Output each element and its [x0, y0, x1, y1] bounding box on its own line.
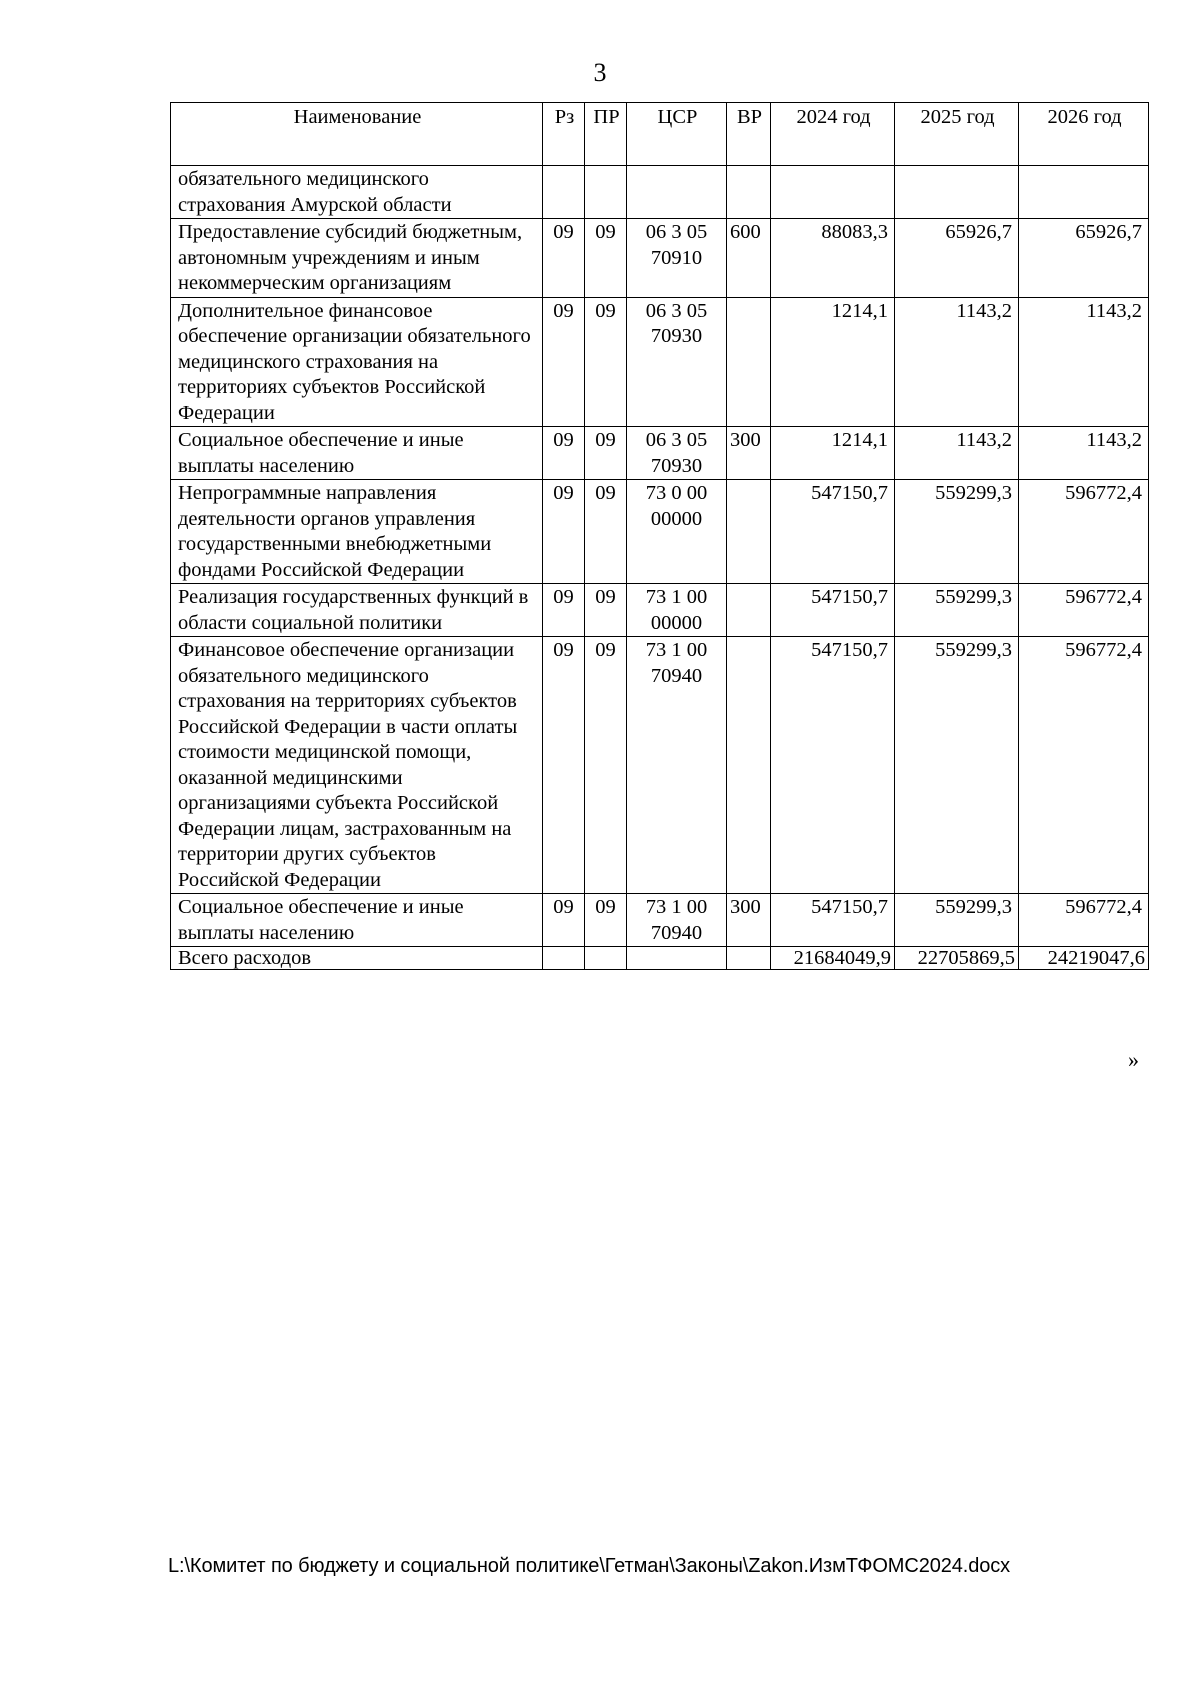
row-2026: 1143,2 [1019, 427, 1149, 480]
row-rz [543, 166, 585, 219]
row-rz: 09 [543, 297, 585, 427]
row-pr: 09 [585, 219, 627, 298]
row-vr [727, 584, 771, 637]
row-vr [727, 637, 771, 894]
row-csr: 73 1 00 70940 [627, 894, 727, 947]
row-name: Предоставление субсидий бюджетным, автономным учреждениям и иным некоммерческим организациям [171, 219, 543, 298]
row-csr [627, 166, 727, 219]
budget-table [170, 102, 1149, 970]
row-2024: 88083,3 [771, 219, 895, 298]
row-2026: 596772,4 [1019, 584, 1149, 637]
row-2026 [1019, 166, 1149, 219]
row-2026: 65926,7 [1019, 219, 1149, 298]
row-name: обязательного медицинского страхования Амурской области [171, 166, 543, 219]
row-2026: 596772,4 [1019, 637, 1149, 894]
row-2025 [895, 166, 1019, 219]
table-row [171, 166, 1149, 219]
row-2024 [771, 166, 895, 219]
header-pr: ПР [585, 103, 627, 166]
row-2025: 1143,2 [895, 427, 1019, 480]
total-rz [543, 947, 585, 970]
total-2026: 24219047,6 [1019, 947, 1149, 970]
row-pr: 09 [585, 427, 627, 480]
row-2024: 547150,7 [771, 480, 895, 584]
row-name: Непрограммные направления деятельности органов управления государственными внебюджетными фондами Российской Федерации [171, 480, 543, 584]
total-row [171, 947, 1149, 970]
header-2025: 2025 год [895, 103, 1019, 166]
total-2024: 21684049,9 [771, 947, 895, 970]
row-2026: 596772,4 [1019, 894, 1149, 947]
header-2024: 2024 год [771, 103, 895, 166]
table-row [171, 637, 1149, 894]
row-vr [727, 297, 771, 427]
row-name: Реализация государственных функций в области социальной политики [171, 584, 543, 637]
row-2025: 559299,3 [895, 584, 1019, 637]
row-csr: 73 1 00 70940 [627, 637, 727, 894]
row-pr: 09 [585, 894, 627, 947]
row-vr: 600 [727, 219, 771, 298]
row-vr [727, 480, 771, 584]
table-row [171, 297, 1149, 427]
row-pr: 09 [585, 637, 627, 894]
page-number: 3 [593, 58, 607, 87]
row-2025: 559299,3 [895, 637, 1019, 894]
row-2025: 1143,2 [895, 297, 1019, 427]
row-rz: 09 [543, 637, 585, 894]
total-vr [727, 947, 771, 970]
row-2024: 1214,1 [771, 297, 895, 427]
row-name: Дополнительное финансовое обеспечение организации обязательного медицинского страхования на территориях субъектов Российской Федерации [171, 297, 543, 427]
row-csr: 06 3 05 70930 [627, 297, 727, 427]
row-2025: 65926,7 [895, 219, 1019, 298]
row-rz: 09 [543, 894, 585, 947]
file-path-footer: L:\Комитет по бюджету и социальной политике\Гетман\Законы\Zakon.ИзмТФОМС2024.docx [168, 1555, 1011, 1577]
row-name: Социальное обеспечение и иные выплаты населению [171, 894, 543, 947]
row-csr: 06 3 05 70930 [627, 427, 727, 480]
row-2025: 559299,3 [895, 480, 1019, 584]
row-name: Социальное обеспечение и иные выплаты населению [171, 427, 543, 480]
table-row [171, 427, 1149, 480]
row-rz: 09 [543, 427, 585, 480]
row-pr: 09 [585, 297, 627, 427]
row-name: Финансовое обеспечение организации обязательного медицинского страхования на территориях субъектов Российской Федерации в части оплаты стоимости медицинской помощи, оказанной медицинскими организациями субъекта Российской Федерации лицам, застрахованным на территории других субъектов Российской Федерации [171, 637, 543, 894]
row-rz: 09 [543, 480, 585, 584]
row-2024: 547150,7 [771, 584, 895, 637]
header-name: Наименование [171, 103, 543, 166]
row-rz: 09 [543, 584, 585, 637]
row-csr: 73 0 00 00000 [627, 480, 727, 584]
row-2024: 1214,1 [771, 427, 895, 480]
row-2026: 1143,2 [1019, 297, 1149, 427]
row-pr: 09 [585, 584, 627, 637]
row-vr: 300 [727, 427, 771, 480]
row-pr: 09 [585, 480, 627, 584]
header-csr: ЦСР [627, 103, 727, 166]
row-vr: 300 [727, 894, 771, 947]
row-rz: 09 [543, 219, 585, 298]
row-csr: 73 1 00 00000 [627, 584, 727, 637]
row-2024: 547150,7 [771, 894, 895, 947]
total-2025: 22705869,5 [895, 947, 1019, 970]
row-pr [585, 166, 627, 219]
row-2024: 547150,7 [771, 637, 895, 894]
table-row [171, 894, 1149, 947]
row-2026: 596772,4 [1019, 480, 1149, 584]
row-2025: 559299,3 [895, 894, 1019, 947]
header-vr: ВР [727, 103, 771, 166]
table-header-row [171, 103, 1149, 166]
row-vr [727, 166, 771, 219]
table-row [171, 219, 1149, 298]
total-csr [627, 947, 727, 970]
total-label: Всего расходов [171, 947, 543, 970]
row-csr: 06 3 05 70910 [627, 219, 727, 298]
closing-quote: » [1128, 1047, 1139, 1072]
table-row [171, 480, 1149, 584]
table-row [171, 584, 1149, 637]
header-rz: Рз [543, 103, 585, 166]
header-2026: 2026 год [1019, 103, 1149, 166]
total-pr [585, 947, 627, 970]
